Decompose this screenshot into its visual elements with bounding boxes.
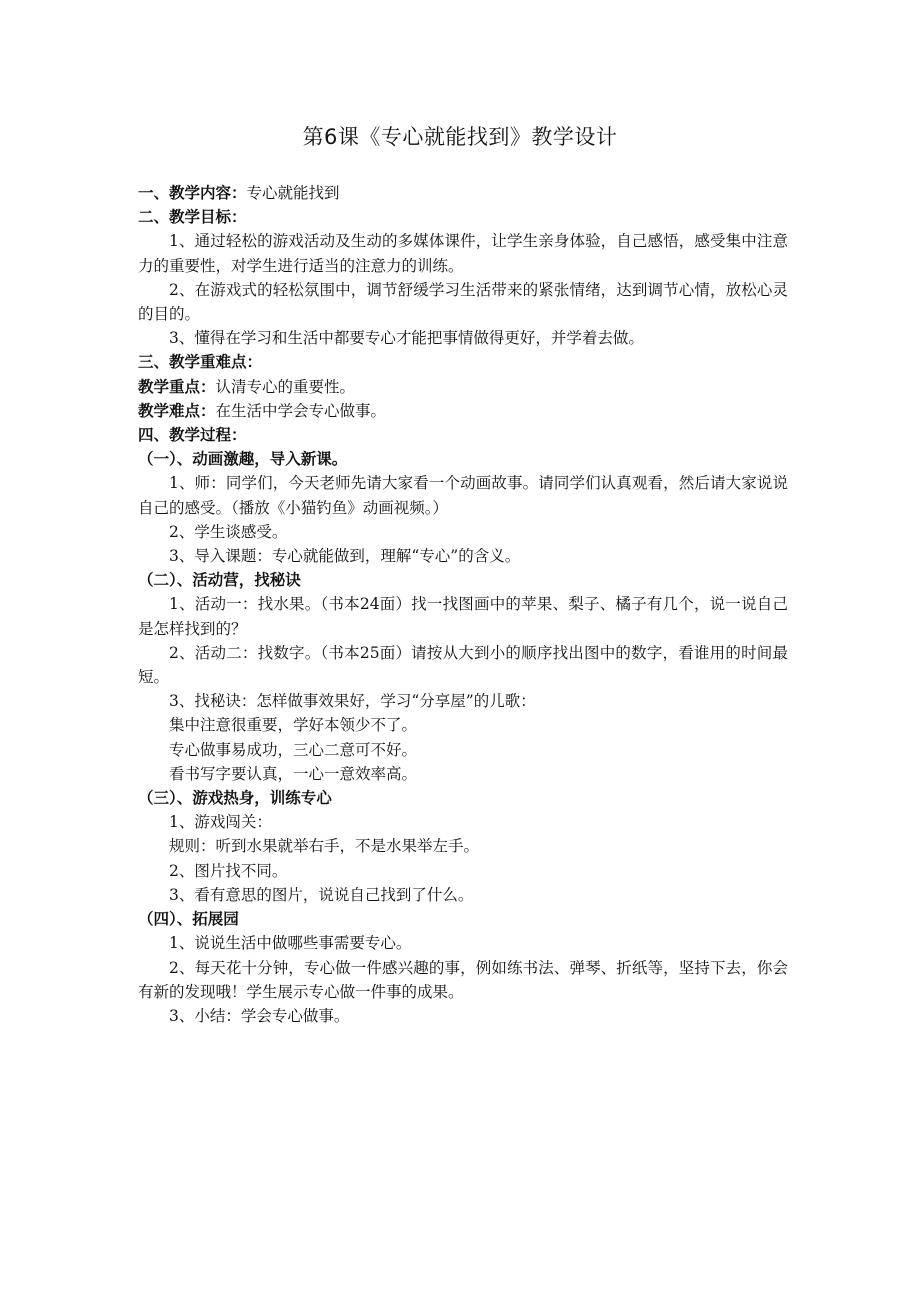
difficulty-value: 在生活中学会专心做事。 (215, 401, 387, 420)
part4-heading: （四）、拓展园 (138, 910, 239, 929)
process-heading: 四、教学过程： (138, 426, 247, 445)
part1-item-2: 2、学生谈感受。 (169, 522, 288, 541)
difficulty-line (138, 399, 788, 423)
song-line-2: 专心做事易成功，三心二意可不好。 (169, 740, 418, 759)
document-title: 第6课《专心就能找到》教学设计 (302, 125, 618, 149)
key-points-heading: 三、教学重难点： (138, 353, 263, 372)
document-body (138, 181, 788, 1028)
part1-item-1: 1、师：同学们，今天老师先请大家看一个动画故事。请同学们认真观看，然后请大家说说自己的感受。（播放《小猫钓鱼》动画视频。） (138, 474, 788, 517)
goal-2: 2、在游戏式的轻松氛围中，调节舒缓学习生活带来的紧张情绪，达到调节心情，放松心灵的目的。 (138, 280, 788, 324)
part2-item-3: 3、找秘诀：怎样做事效果好，学习“分享屋”的儿歌： (169, 692, 536, 711)
part1-heading: （一）、动画激趣，导入新课。 (138, 450, 348, 469)
part3-rule: 规则：听到水果就举右手，不是水果举左手。 (169, 837, 480, 856)
teaching-content-value: 专心就能找到 (246, 184, 340, 202)
teaching-goals-heading: 二、教学目标： (138, 208, 247, 227)
part3-item-1: 1、游戏闯关： (169, 813, 272, 832)
part3-item-3: 3、看有意思的图片，说说自己找到了什么。 (169, 885, 474, 904)
part4-item-2: 2、每天花十分钟，专心做一件感兴趣的事，例如练书法、弹琴、折纸等，坚持下去，你会有新的发现哦！学生展示专心做一件事的成果。 (138, 958, 788, 1001)
part1-item-3: 3、导入课题：专心就能做到，理解“专心”的含义。 (169, 547, 521, 566)
part2-heading: （二）、活动营，找秘诀 (138, 571, 301, 590)
focus-line (138, 375, 788, 399)
difficulty-label: 教学难点： (138, 401, 216, 420)
part3-item-2: 2、图片找不同。 (169, 861, 288, 880)
focus-label: 教学重点： (138, 377, 216, 396)
part4-item-1: 1、说说生活中做哪些事需要专心。 (169, 934, 412, 953)
goal-1: 1、通过轻松的游戏活动及生动的多媒体课件，让学生亲身体验，自己感悟，感受集中注意力的重要性，对学生进行适当的注意力的训练。 (138, 232, 788, 275)
part4-item-3: 3、小结：学会专心做事。 (169, 1006, 350, 1025)
teaching-content-line (138, 181, 788, 205)
song-line-3: 看书写字要认真，一心一意效率高。 (169, 764, 418, 783)
song-line-1: 集中注意很重要，学好本领少不了。 (169, 716, 418, 735)
goal-3: 3、懂得在学习和生活中都要专心才能把事情做得更好，并学着去做。 (169, 329, 644, 348)
part2-item-1: 1、活动一：找水果。（书本24面）找一找图画中的苹果、梨子、橘子有几个，说一说自己是怎样找到的？ (138, 595, 788, 638)
focus-value: 认清专心的重要性。 (215, 377, 356, 396)
teaching-content-label: 一、教学内容： (138, 184, 247, 202)
part3-heading: （三）、游戏热身，训练专心 (138, 789, 332, 808)
part2-item-2: 2、活动二：找数字。（书本25面）请按从大到小的顺序找出图中的数字，看谁用的时间最短。 (138, 643, 788, 687)
